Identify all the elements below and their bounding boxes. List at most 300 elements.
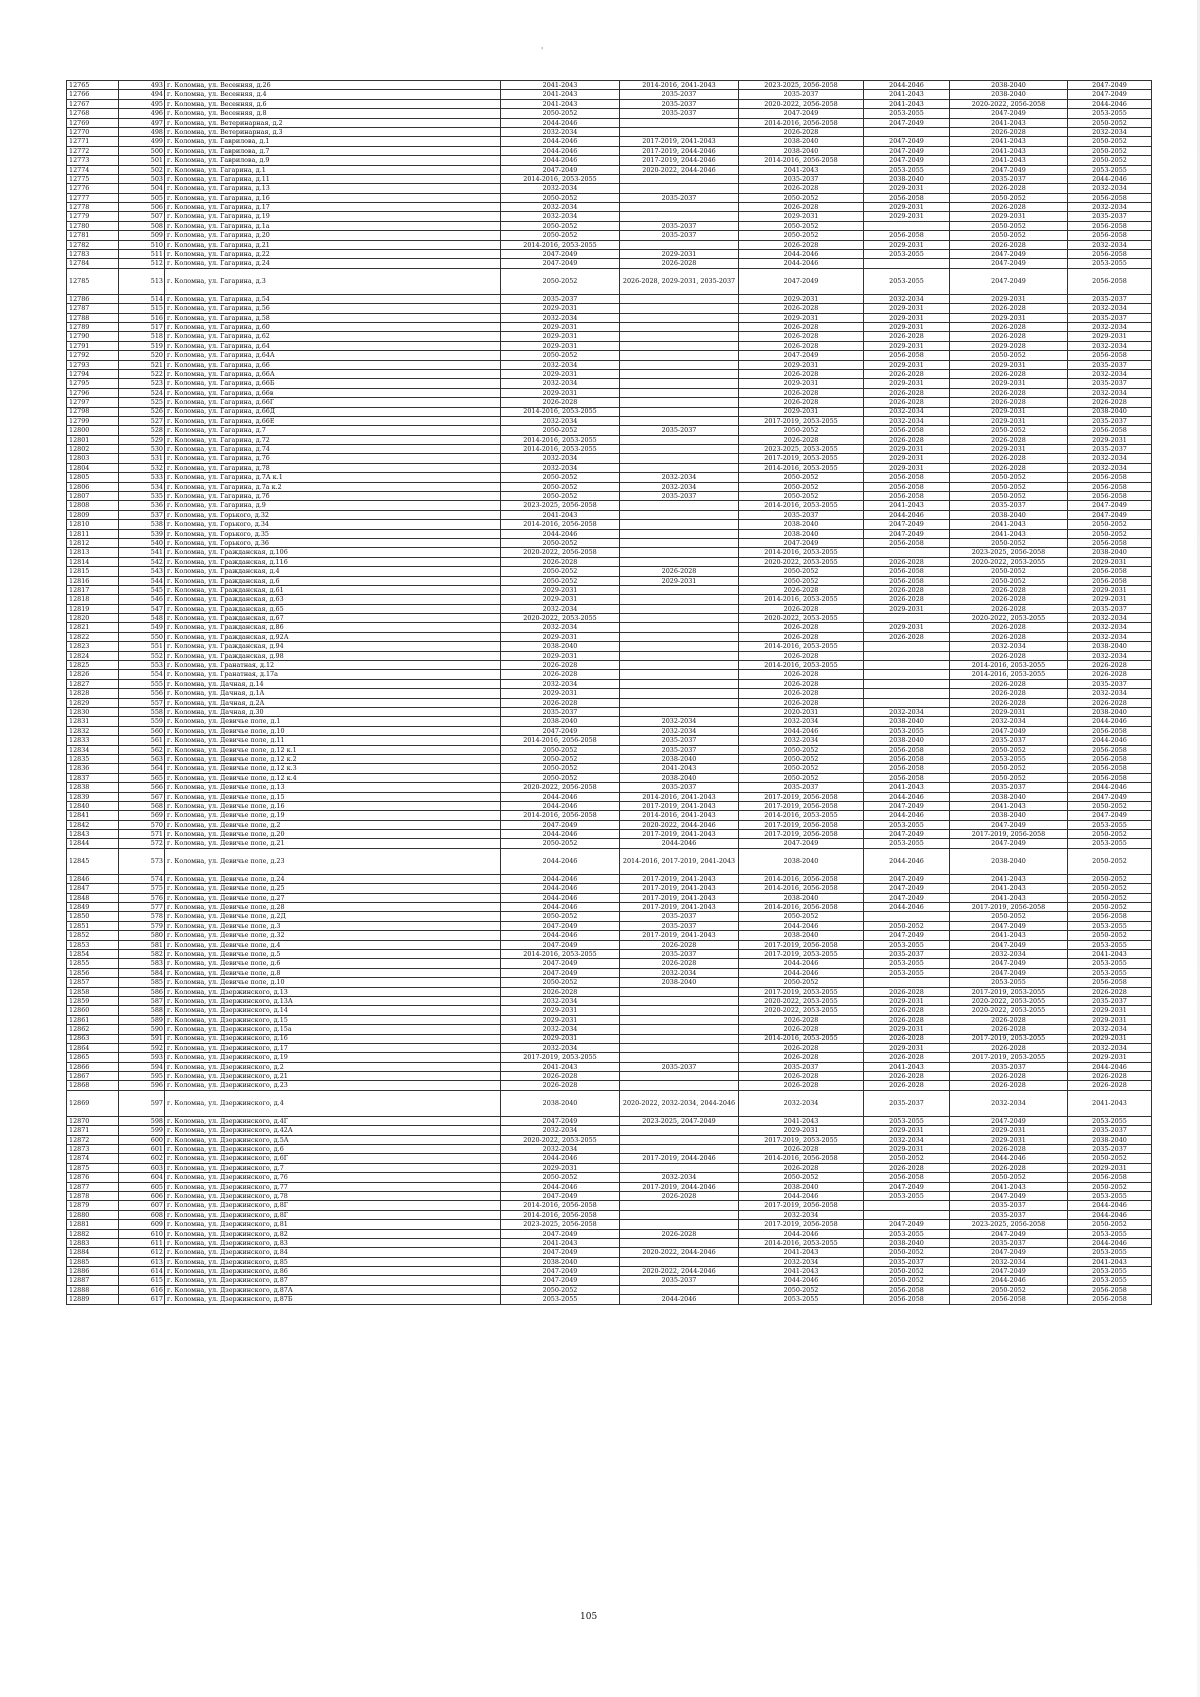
period-col-5-cell: 2026-2028 bbox=[950, 184, 1068, 193]
period-col-6-cell: 2038-2040 bbox=[1068, 407, 1152, 416]
period-col-4-cell: 2029-2031 bbox=[864, 623, 950, 632]
period-col-5-cell: 2047-2049 bbox=[950, 726, 1068, 735]
period-col-4-cell: 2056-2058 bbox=[864, 482, 950, 491]
address-cell: г. Коломна, ул. Гражданская, д.106 bbox=[165, 548, 501, 557]
row-id-cell: 12768 bbox=[67, 109, 119, 118]
period-col-2-cell bbox=[620, 445, 739, 454]
period-col-3-cell: 2050-2052 bbox=[739, 231, 864, 240]
period-col-5-cell: 2020-2022, 2053-2055 bbox=[950, 1006, 1068, 1015]
period-col-6-cell: 2044-2046 bbox=[1068, 736, 1152, 745]
period-col-5-cell: 2017-2019, 2056-2058 bbox=[950, 903, 1068, 912]
address-cell: г. Коломна, ул. Девичье поле, д.10 bbox=[165, 726, 501, 735]
row-id-cell: 12790 bbox=[67, 332, 119, 341]
row-number-cell: 555 bbox=[119, 679, 165, 688]
period-col-6-cell: 2047-2049 bbox=[1068, 811, 1152, 820]
period-col-1-cell: 2041-2043 bbox=[501, 90, 620, 99]
address-cell: г. Коломна, ул. Гагарина, д.19 bbox=[165, 212, 501, 221]
address-cell: г. Коломна, ул. Девичье поле, д.1 bbox=[165, 717, 501, 726]
period-col-4-cell: 2029-2031 bbox=[864, 604, 950, 613]
period-col-1-cell: 2044-2046 bbox=[501, 792, 620, 801]
address-cell: г. Коломна, ул. Дзержинского, д.85 bbox=[165, 1257, 501, 1266]
period-col-1-cell: 2029-2031 bbox=[501, 322, 620, 331]
table-row bbox=[67, 538, 1152, 547]
row-number-cell: 567 bbox=[119, 792, 165, 801]
address-cell: г. Коломна, ул. Дзержинского, д.8Г bbox=[165, 1201, 501, 1210]
period-col-5-cell: 2038-2040 bbox=[950, 90, 1068, 99]
period-col-5-cell: 2035-2037 bbox=[950, 1210, 1068, 1219]
period-col-6-cell: 2050-2052 bbox=[1068, 1182, 1152, 1191]
period-col-5-cell: 2050-2052 bbox=[950, 773, 1068, 782]
address-cell: г. Коломна, ул. Гаврилова, д.7 bbox=[165, 146, 501, 155]
row-id-cell: 12811 bbox=[67, 529, 119, 538]
row-id-cell: 12784 bbox=[67, 259, 119, 268]
period-col-4-cell: 2035-2037 bbox=[864, 1257, 950, 1266]
table-row bbox=[67, 1238, 1152, 1247]
row-id-cell: 12885 bbox=[67, 1257, 119, 1266]
period-col-5-cell: 2026-2028 bbox=[950, 203, 1068, 212]
row-id-cell: 12873 bbox=[67, 1145, 119, 1154]
period-col-3-cell: 2014-2016, 2056-2058 bbox=[739, 156, 864, 165]
period-col-4-cell: 2056-2058 bbox=[864, 773, 950, 782]
period-col-2-cell bbox=[620, 313, 739, 322]
row-id-cell: 12774 bbox=[67, 165, 119, 174]
period-col-5-cell: 2047-2049 bbox=[950, 1116, 1068, 1125]
row-number-cell: 545 bbox=[119, 585, 165, 594]
period-col-5-cell: 2026-2028 bbox=[950, 604, 1068, 613]
table-row bbox=[67, 379, 1152, 388]
address-cell: г. Коломна, ул. Девичье поле, д.16 bbox=[165, 801, 501, 810]
period-col-6-cell: 2026-2028 bbox=[1068, 987, 1152, 996]
row-id-cell: 12847 bbox=[67, 884, 119, 893]
period-col-6-cell: 2056-2058 bbox=[1068, 1173, 1152, 1182]
period-col-3-cell: 2050-2052 bbox=[739, 193, 864, 202]
period-col-2-cell bbox=[620, 379, 739, 388]
period-col-4-cell bbox=[864, 1201, 950, 1210]
period-col-5-cell: 2029-2031 bbox=[950, 212, 1068, 221]
address-cell: г. Коломна, ул. Дзержинского, д.8Г bbox=[165, 1210, 501, 1219]
period-col-1-cell: 2026-2028 bbox=[501, 1072, 620, 1081]
table-row bbox=[67, 576, 1152, 585]
period-col-3-cell: 2020-2022, 2056-2058 bbox=[739, 99, 864, 108]
address-cell: г. Коломна, ул. Дачная, д.14 bbox=[165, 679, 501, 688]
table-row bbox=[67, 203, 1152, 212]
period-col-1-cell: 2032-2034 bbox=[501, 623, 620, 632]
period-col-3-cell: 2014-2016, 2056-2058 bbox=[739, 884, 864, 893]
period-col-6-cell: 2029-2031 bbox=[1068, 595, 1152, 604]
period-col-4-cell: 2047-2049 bbox=[864, 874, 950, 883]
period-col-5-cell: 2050-2052 bbox=[950, 473, 1068, 482]
period-col-4-cell: 2029-2031 bbox=[864, 463, 950, 472]
row-id-cell: 12864 bbox=[67, 1043, 119, 1052]
period-col-6-cell: 2053-2055 bbox=[1068, 1116, 1152, 1125]
row-id-cell: 12863 bbox=[67, 1034, 119, 1043]
period-col-2-cell: 2038-2040 bbox=[620, 754, 739, 763]
period-col-5-cell: 2047-2049 bbox=[950, 839, 1068, 848]
table-row bbox=[67, 445, 1152, 454]
period-col-3-cell: 2038-2040 bbox=[739, 529, 864, 538]
period-col-6-cell: 2050-2052 bbox=[1068, 903, 1152, 912]
period-col-3-cell: 2050-2052 bbox=[739, 576, 864, 585]
period-col-5-cell: 2029-2028 bbox=[950, 341, 1068, 350]
period-col-4-cell bbox=[864, 221, 950, 230]
period-col-4-cell: 2050-2052 bbox=[864, 1276, 950, 1285]
row-number-cell: 561 bbox=[119, 736, 165, 745]
period-col-3-cell: 2050-2052 bbox=[739, 978, 864, 987]
row-id-cell: 12821 bbox=[67, 623, 119, 632]
period-col-1-cell: 2047-2049 bbox=[501, 968, 620, 977]
period-col-1-cell: 2044-2046 bbox=[501, 874, 620, 883]
period-col-2-cell: 2035-2037 bbox=[620, 109, 739, 118]
period-col-4-cell: 2029-2031 bbox=[864, 240, 950, 249]
table-row bbox=[67, 360, 1152, 369]
row-id-cell: 12830 bbox=[67, 708, 119, 717]
row-number-cell: 581 bbox=[119, 940, 165, 949]
period-col-6-cell: 2032-2034 bbox=[1068, 689, 1152, 698]
period-col-6-cell: 2026-2028 bbox=[1068, 670, 1152, 679]
period-col-3-cell: 2026-2028 bbox=[739, 388, 864, 397]
row-id-cell: 12838 bbox=[67, 783, 119, 792]
address-cell: г. Коломна, ул. Девичье поле, д.27 bbox=[165, 893, 501, 902]
table-row bbox=[67, 585, 1152, 594]
row-number-cell: 500 bbox=[119, 146, 165, 155]
table-row bbox=[67, 240, 1152, 249]
period-col-5-cell: 2029-2031 bbox=[950, 313, 1068, 322]
table-row bbox=[67, 792, 1152, 801]
table-row bbox=[67, 1116, 1152, 1125]
row-number-cell: 523 bbox=[119, 379, 165, 388]
period-col-3-cell: 2029-2031 bbox=[739, 313, 864, 322]
period-col-3-cell: 2050-2052 bbox=[739, 754, 864, 763]
row-id-cell: 12788 bbox=[67, 313, 119, 322]
row-id-cell: 12871 bbox=[67, 1126, 119, 1135]
period-col-2-cell bbox=[620, 670, 739, 679]
period-col-2-cell: 2026-2028 bbox=[620, 959, 739, 968]
period-col-4-cell: 2029-2031 bbox=[864, 360, 950, 369]
address-cell: г. Коломна, ул. Весенняя, д.8 bbox=[165, 109, 501, 118]
page-number: 105 bbox=[580, 1612, 598, 1622]
row-number-cell: 537 bbox=[119, 510, 165, 519]
address-cell: г. Коломна, ул. Гагарина, д.60 bbox=[165, 322, 501, 331]
period-col-4-cell: 2029-2031 bbox=[864, 1043, 950, 1052]
table-row bbox=[67, 435, 1152, 444]
period-col-2-cell bbox=[620, 127, 739, 136]
row-number-cell: 515 bbox=[119, 304, 165, 313]
address-cell: г. Коломна, ул. Девичье поле, д.6 bbox=[165, 959, 501, 968]
address-cell: г. Коломна, ул. Гражданская, д.92А bbox=[165, 632, 501, 641]
row-id-cell: 12860 bbox=[67, 1006, 119, 1015]
period-col-5-cell: 2014-2016, 2053-2055 bbox=[950, 661, 1068, 670]
period-col-6-cell: 2029-2031 bbox=[1068, 1053, 1152, 1062]
period-col-3-cell: 2017-2019, 2056-2058 bbox=[739, 820, 864, 829]
period-col-1-cell: 2047-2049 bbox=[501, 726, 620, 735]
period-col-2-cell bbox=[620, 501, 739, 510]
address-cell: г. Коломна, ул. Дзержинского, д.81 bbox=[165, 1220, 501, 1229]
row-id-cell: 12766 bbox=[67, 90, 119, 99]
table-row bbox=[67, 811, 1152, 820]
period-col-6-cell: 2056-2058 bbox=[1068, 726, 1152, 735]
row-number-cell: 564 bbox=[119, 764, 165, 773]
period-col-5-cell: 2047-2049 bbox=[950, 921, 1068, 930]
period-col-1-cell: 2044-2046 bbox=[501, 156, 620, 165]
period-col-5-cell: 2050-2052 bbox=[950, 1285, 1068, 1294]
period-col-3-cell: 2041-2043 bbox=[739, 1267, 864, 1276]
period-col-4-cell: 2047-2049 bbox=[864, 118, 950, 127]
period-col-4-cell: 2041-2043 bbox=[864, 1062, 950, 1071]
period-col-2-cell bbox=[620, 689, 739, 698]
row-id-cell: 12776 bbox=[67, 184, 119, 193]
period-col-6-cell: 2050-2052 bbox=[1068, 830, 1152, 839]
period-col-6-cell: 2044-2046 bbox=[1068, 174, 1152, 183]
period-col-1-cell: 2050-2052 bbox=[501, 473, 620, 482]
row-id-cell: 12883 bbox=[67, 1238, 119, 1247]
period-col-3-cell: 2032-2034 bbox=[739, 1257, 864, 1266]
period-col-1-cell: 2044-2046 bbox=[501, 801, 620, 810]
table-row bbox=[67, 184, 1152, 193]
row-number-cell: 552 bbox=[119, 651, 165, 660]
table-row bbox=[67, 1062, 1152, 1071]
period-col-2-cell bbox=[620, 1220, 739, 1229]
period-col-2-cell bbox=[620, 1238, 739, 1247]
period-col-2-cell: 2014-2016, 2017-2019, 2041-2043 bbox=[620, 848, 739, 874]
row-number-cell: 614 bbox=[119, 1267, 165, 1276]
period-col-6-cell: 2026-2028 bbox=[1068, 1081, 1152, 1090]
period-col-1-cell: 2047-2049 bbox=[501, 1276, 620, 1285]
period-col-2-cell: 2035-2037 bbox=[620, 1276, 739, 1285]
address-cell: г. Коломна, ул. Гагарина, д.66А bbox=[165, 369, 501, 378]
period-col-1-cell: 2032-2034 bbox=[501, 996, 620, 1005]
period-col-4-cell: 2026-2028 bbox=[864, 1081, 950, 1090]
period-col-6-cell: 2032-2034 bbox=[1068, 203, 1152, 212]
period-col-2-cell: 2017-2019, 2041-2043 bbox=[620, 137, 739, 146]
table-row bbox=[67, 1276, 1152, 1285]
period-col-2-cell: 2017-2019, 2044-2046 bbox=[620, 146, 739, 155]
row-id-cell: 12812 bbox=[67, 538, 119, 547]
period-col-1-cell: 2029-2031 bbox=[501, 1015, 620, 1024]
period-col-4-cell: 2026-2028 bbox=[864, 557, 950, 566]
row-id-cell: 12868 bbox=[67, 1081, 119, 1090]
period-col-1-cell: 2044-2046 bbox=[501, 903, 620, 912]
row-number-cell: 582 bbox=[119, 949, 165, 958]
period-col-1-cell: 2038-2040 bbox=[501, 642, 620, 651]
address-cell: г. Коломна, ул. Гагарина, д.7а к.2 bbox=[165, 482, 501, 491]
row-id-cell: 12791 bbox=[67, 341, 119, 350]
row-number-cell: 499 bbox=[119, 137, 165, 146]
period-col-5-cell: 2017-2019, 2053-2055 bbox=[950, 987, 1068, 996]
period-col-4-cell: 2029-2031 bbox=[864, 304, 950, 313]
period-col-6-cell: 2056-2058 bbox=[1068, 482, 1152, 491]
table-row bbox=[67, 717, 1152, 726]
period-col-4-cell: 2056-2058 bbox=[864, 473, 950, 482]
period-col-5-cell: 2032-2034 bbox=[950, 717, 1068, 726]
period-col-4-cell: 2053-2055 bbox=[864, 1116, 950, 1125]
period-col-4-cell bbox=[864, 1210, 950, 1219]
period-col-1-cell: 2041-2043 bbox=[501, 99, 620, 108]
period-col-4-cell: 2041-2043 bbox=[864, 783, 950, 792]
row-id-cell: 12808 bbox=[67, 501, 119, 510]
period-col-3-cell: 2023-2025, 2056-2058 bbox=[739, 81, 864, 90]
address-cell: г. Коломна, ул. Гагарина, д.66Б bbox=[165, 379, 501, 388]
address-cell: г. Коломна, ул. Ветеринарная, д.2 bbox=[165, 118, 501, 127]
period-col-2-cell bbox=[620, 708, 739, 717]
period-col-3-cell: 2044-2046 bbox=[739, 1191, 864, 1200]
period-col-5-cell: 2041-2043 bbox=[950, 146, 1068, 155]
row-id-cell: 12879 bbox=[67, 1201, 119, 1210]
period-col-2-cell: 2017-2019, 2041-2043 bbox=[620, 874, 739, 883]
row-number-cell: 612 bbox=[119, 1248, 165, 1257]
address-cell: г. Коломна, ул. Девичье поле, д.8 bbox=[165, 968, 501, 977]
period-col-6-cell: 2035-2037 bbox=[1068, 1145, 1152, 1154]
period-col-2-cell bbox=[620, 557, 739, 566]
address-cell: г. Коломна, ул. Ветеринарная, д.3 bbox=[165, 127, 501, 136]
row-number-cell: 526 bbox=[119, 407, 165, 416]
period-col-4-cell: 2047-2049 bbox=[864, 884, 950, 893]
period-col-2-cell bbox=[620, 332, 739, 341]
table-row bbox=[67, 1182, 1152, 1191]
address-cell: г. Коломна, ул. Гагарина, д.64 bbox=[165, 341, 501, 350]
period-col-4-cell: 2047-2049 bbox=[864, 529, 950, 538]
row-id-cell: 12831 bbox=[67, 717, 119, 726]
period-col-4-cell: 2056-2058 bbox=[864, 1285, 950, 1294]
period-col-6-cell: 2050-2052 bbox=[1068, 137, 1152, 146]
period-col-5-cell: 2026-2028 bbox=[950, 632, 1068, 641]
table-row bbox=[67, 426, 1152, 435]
row-id-cell: 12804 bbox=[67, 463, 119, 472]
period-col-5-cell: 2047-2049 bbox=[950, 820, 1068, 829]
row-id-cell: 12837 bbox=[67, 773, 119, 782]
row-number-cell: 589 bbox=[119, 1015, 165, 1024]
row-id-cell: 12810 bbox=[67, 520, 119, 529]
period-col-2-cell bbox=[620, 360, 739, 369]
period-col-3-cell: 2026-2028 bbox=[739, 604, 864, 613]
table-row bbox=[67, 642, 1152, 651]
period-col-6-cell: 2056-2058 bbox=[1068, 567, 1152, 576]
period-col-3-cell: 2044-2046 bbox=[739, 1229, 864, 1238]
period-col-6-cell: 2032-2034 bbox=[1068, 614, 1152, 623]
row-id-cell: 12783 bbox=[67, 250, 119, 259]
period-col-1-cell: 2044-2046 bbox=[501, 1154, 620, 1163]
period-col-5-cell: 2026-2028 bbox=[950, 388, 1068, 397]
period-col-3-cell: 2047-2049 bbox=[739, 268, 864, 294]
row-number-cell: 539 bbox=[119, 529, 165, 538]
address-cell: г. Коломна, ул. Дзержинского, д.15 bbox=[165, 1015, 501, 1024]
period-col-2-cell bbox=[620, 698, 739, 707]
period-col-2-cell bbox=[620, 203, 739, 212]
period-col-1-cell: 2050-2052 bbox=[501, 773, 620, 782]
period-col-1-cell: 2050-2052 bbox=[501, 538, 620, 547]
row-number-cell: 599 bbox=[119, 1126, 165, 1135]
period-col-1-cell: 2020-2022, 2053-2055 bbox=[501, 614, 620, 623]
row-number-cell: 613 bbox=[119, 1257, 165, 1266]
table-row bbox=[67, 931, 1152, 940]
period-col-6-cell: 2056-2058 bbox=[1068, 1285, 1152, 1294]
period-col-1-cell: 2050-2052 bbox=[501, 745, 620, 754]
period-col-4-cell: 2035-2037 bbox=[864, 1090, 950, 1116]
table-row bbox=[67, 874, 1152, 883]
row-id-cell: 12809 bbox=[67, 510, 119, 519]
period-col-3-cell: 2035-2037 bbox=[739, 510, 864, 519]
table-row bbox=[67, 783, 1152, 792]
address-cell: г. Коломна, ул. Гагарина, д.7А к.1 bbox=[165, 473, 501, 482]
period-col-1-cell: 2014-2016, 2056-2058 bbox=[501, 811, 620, 820]
row-number-cell: 496 bbox=[119, 109, 165, 118]
period-col-6-cell: 2047-2049 bbox=[1068, 81, 1152, 90]
period-col-4-cell: 2026-2028 bbox=[864, 1015, 950, 1024]
period-col-1-cell: 2032-2034 bbox=[501, 313, 620, 322]
row-id-cell: 12795 bbox=[67, 379, 119, 388]
row-id-cell: 12807 bbox=[67, 492, 119, 501]
period-col-5-cell: 2035-2037 bbox=[950, 1201, 1068, 1210]
row-number-cell: 507 bbox=[119, 212, 165, 221]
period-col-5-cell: 2029-2031 bbox=[950, 416, 1068, 425]
row-id-cell: 12814 bbox=[67, 557, 119, 566]
period-col-4-cell: 2053-2055 bbox=[864, 1229, 950, 1238]
period-col-3-cell: 2014-2016, 2053-2055 bbox=[739, 595, 864, 604]
table-body bbox=[67, 81, 1152, 1305]
row-number-cell: 610 bbox=[119, 1229, 165, 1238]
period-col-3-cell: 2044-2046 bbox=[739, 959, 864, 968]
period-col-6-cell: 2047-2049 bbox=[1068, 792, 1152, 801]
address-cell: г. Коломна, ул. Дачная, д.2А bbox=[165, 698, 501, 707]
address-cell: г. Коломна, ул. Гагарина, д.74 bbox=[165, 445, 501, 454]
period-col-6-cell: 2029-2031 bbox=[1068, 1163, 1152, 1172]
address-cell: г. Коломна, ул. Дзержинского, д.4 bbox=[165, 1090, 501, 1116]
period-col-2-cell: 2035-2037 bbox=[620, 426, 739, 435]
period-col-2-cell: 2035-2037 bbox=[620, 193, 739, 202]
period-col-4-cell: 2026-2028 bbox=[864, 1034, 950, 1043]
period-col-1-cell: 2050-2052 bbox=[501, 221, 620, 230]
period-col-1-cell: 2020-2022, 2056-2058 bbox=[501, 783, 620, 792]
table-row bbox=[67, 174, 1152, 183]
period-col-5-cell: 2047-2049 bbox=[950, 1267, 1068, 1276]
row-number-cell: 533 bbox=[119, 473, 165, 482]
row-number-cell: 594 bbox=[119, 1062, 165, 1071]
period-col-1-cell: 2023-2025, 2056-2058 bbox=[501, 1220, 620, 1229]
period-col-4-cell bbox=[864, 259, 950, 268]
period-col-3-cell: 2038-2040 bbox=[739, 848, 864, 874]
period-col-3-cell: 2044-2046 bbox=[739, 726, 864, 735]
period-col-2-cell bbox=[620, 416, 739, 425]
period-col-1-cell: 2041-2043 bbox=[501, 81, 620, 90]
row-number-cell: 535 bbox=[119, 492, 165, 501]
table-row bbox=[67, 454, 1152, 463]
row-id-cell: 12859 bbox=[67, 996, 119, 1005]
period-col-1-cell: 2050-2052 bbox=[501, 764, 620, 773]
period-col-4-cell bbox=[864, 698, 950, 707]
period-col-3-cell: 2017-2019, 2053-2055 bbox=[739, 1135, 864, 1144]
period-col-5-cell: 2026-2028 bbox=[950, 398, 1068, 407]
table-row bbox=[67, 1006, 1152, 1015]
period-col-6-cell: 2035-2037 bbox=[1068, 379, 1152, 388]
period-col-5-cell: 2041-2043 bbox=[950, 156, 1068, 165]
row-number-cell: 565 bbox=[119, 773, 165, 782]
row-id-cell: 12875 bbox=[67, 1163, 119, 1172]
row-number-cell: 617 bbox=[119, 1295, 165, 1304]
period-col-1-cell: 2044-2046 bbox=[501, 884, 620, 893]
period-col-4-cell: 2029-2031 bbox=[864, 1025, 950, 1034]
period-col-1-cell: 2047-2049 bbox=[501, 259, 620, 268]
period-col-1-cell: 2017-2019, 2053-2055 bbox=[501, 1053, 620, 1062]
address-cell: г. Коломна, ул. Девичье поле, д.11 bbox=[165, 736, 501, 745]
address-cell: г. Коломна, ул. Девичье поле, д.12 к.3 bbox=[165, 764, 501, 773]
table-row bbox=[67, 146, 1152, 155]
table-row bbox=[67, 398, 1152, 407]
period-col-5-cell: 2041-2043 bbox=[950, 520, 1068, 529]
row-id-cell: 12845 bbox=[67, 848, 119, 874]
period-col-5-cell: 2035-2037 bbox=[950, 736, 1068, 745]
table-row bbox=[67, 968, 1152, 977]
period-col-3-cell: 2038-2040 bbox=[739, 520, 864, 529]
period-col-5-cell: 2047-2049 bbox=[950, 250, 1068, 259]
